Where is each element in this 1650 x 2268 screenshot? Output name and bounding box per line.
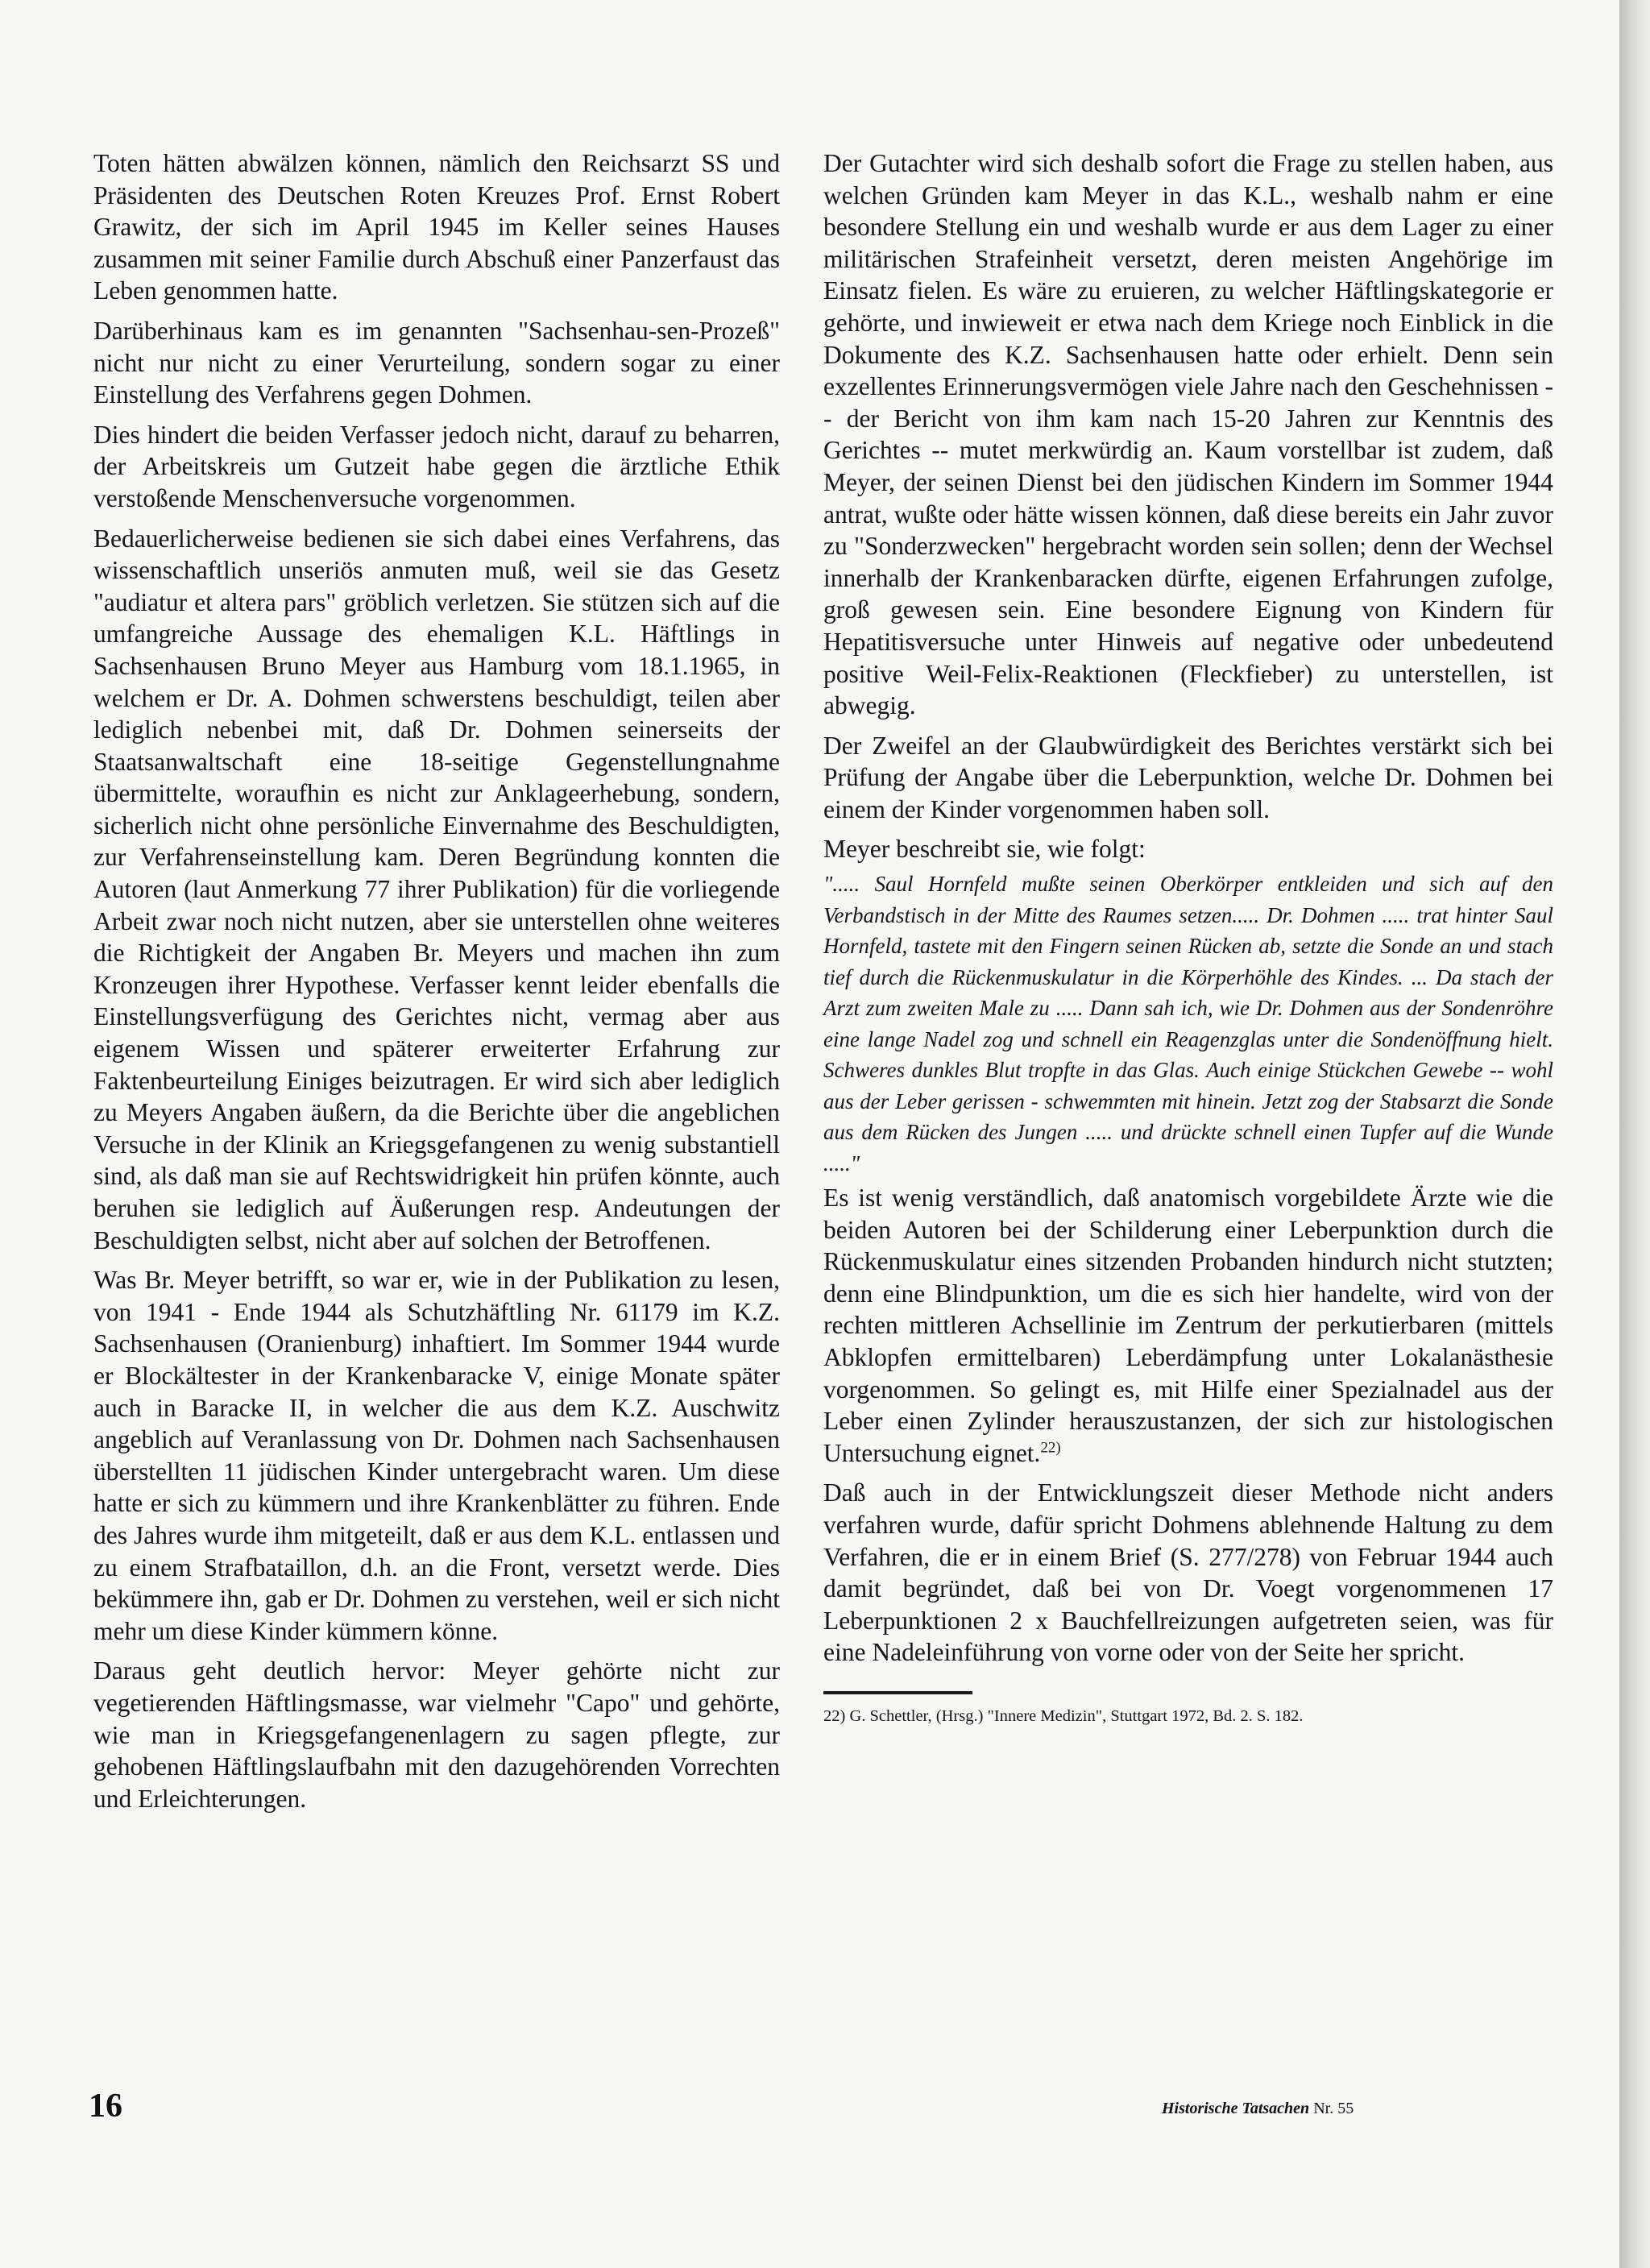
left-paragraph: Daraus geht deutlich hervor: Meyer gehörte nicht zur vegetierenden Häftlingsmasse, war vielmehr "Capo" und gehörte, wie man in Kriegsgefangenenlagern zu sagen pflegte, zur gehobenen Häftlingslaufbahn mit den dazugehörenden Vorrechten und Erleichterungen. — [93, 1656, 780, 1813]
footnote-reference: 22) — [1040, 1439, 1061, 1457]
left-paragraph: Darüberhinaus kam es im genannten "Sachsenhau-sen-Prozeß" nicht nur nicht zu einer Verurteilung, sondern sogar zu einer Einstellung des Verfahrens gegen Dohmen. — [93, 316, 780, 409]
issue-number: Nr. 55 — [1313, 2100, 1354, 2117]
left-paragraph: Bedauerlicherweise bedienen sie sich dabei eines Verfahrens, das wissenschaftlich unseriös anmuten muß, weil sie das Gesetz "audiatur et altera pars" gröblich verletzen. Sie stützen sich auf die umfangreiche Aussage des ehemaligen K.L. Häftlings in Sachsenhausen Bruno Meyer aus Hamburg vom 18.1.1965, in welchem er Dr. A. Dohmen schwerstens beschuldigt, teilen aber lediglich nebenbei mit, daß Dr. Dohmen seinerseits der Staatsanwaltschaft eine 18-seitige Gegenstellungnahme übermittelte, woraufhin es nicht zur Anklageerhebung, sondern, sicherlich nicht ohne persönliche Einvernahme des Beschuldigten, zur Verfahrenseinstellung kam. Deren Begründung konnten die Autoren (laut Anmerkung 77 ihrer Publikation) für die vorliegende Arbeit zwar noch nicht nutzen, aber sie unterstellen ohne weiteres die Richtigkeit der Angaben Br. Meyers und machen ihn zum Kronzeugen ihrer Hypothese. Verfasser kennt leider ebenfalls die Einstellungsverfügung des Gerichtes nicht, vermag aber aus eigenem Wissen und späterer erweiterter Erfahrung zur Faktenbeurteilung Einiges beizutragen. Er wird sich aber lediglich zu Meyers Angaben äußern, da die Berichte über die angeblichen Versuche in der Klinik an Kriegsgefangenen zu wenig substantiell sind, als daß man sie auf Rechtswidrigkeit hin prüfen könnte, auch beruhen sie lediglich auf Äußerungen resp. Andeutungen der Beschuldigten selbst, nicht aber auf solchen der Betroffenen. — [93, 524, 780, 1254]
page-edge-shadow — [1619, 0, 1650, 2268]
witness-quote: "..... Saul Hornfeld mußte seinen Oberkörper entkleiden und sich auf den Verbandstisch in der Mitte des Raumes setzen..... Dr. Dohmen ..... trat hinter Saul Hornfeld, tastete mit den Fingern seinen Rücken ab, setzte die Sonde an und stach tief durch die Rückenmuskulatur in die Körperhöhle des Kindes. ... Da stach der Arzt zum zweiten Male zu ..... Dann sah ich, wie Dr. Dohmen aus der Sondenröhre eine lange Nadel zog und schnell ein Reagenzglas unter die Sondenöffnung hielt. Schweres dunkles Blut tropfte in das Glas. Auch einige Stückchen Gewebe -- wohl aus der Leber gerissen - schwemmten mit hinein. Jetzt zog der Stabsarzt die Sonde aus dem Rücken des Jungen ..... und drückte schnell einen Tupfer auf die Wunde ....." — [823, 872, 1553, 1175]
right-paragraph: Meyer beschreibt sie, wie folgt: — [823, 835, 1146, 864]
footnote: 22) G. Schettler, (Hrsg.) "Innere Medizin", Stuttgart 1972, Bd. 2. S. 182. — [823, 1706, 1304, 1725]
page-number: 16 — [89, 2088, 122, 2125]
right-paragraph: Der Zweifel an der Glaubwürdigkeit des Berichtes verstärkt sich bei Prüfung der Angabe über die Leberpunktion, welche Dr. Dohmen bei einem der Kinder vorgenommen haben soll. — [823, 731, 1553, 823]
right-paragraph: Daß auch in der Entwicklungszeit dieser Methode nicht anders verfahren wurde, dafür spricht Dohmens ablehnende Haltung zu dem Verfahren, die er in einem Brief (S. 277/278) von Februar 1944 auch damit begründet, daß bei von Dr. Voegt vorgenommenen 17 Leberpunktionen 2 x Bauchfellreizungen aufgetreten seien, was für eine Nadeleinführung von vorne oder von der Seite her spricht. — [823, 1478, 1553, 1667]
right-paragraph: Der Gutachter wird sich deshalb sofort die Frage zu stellen haben, aus welchen Gründen kam Meyer in das K.L., weshalb nahm er eine besondere Stellung ein und weshalb wurde er aus dem Lager zu einer militärischen Strafeinheit versetzt, deren meisten Angehörige im Einsatz fielen. Es wäre zu eruieren, zu welcher Häftlingskategorie er gehörte, und inwieweit er etwa nach dem Kriege noch Einblick in die Dokumente des K.Z. Sachsenhausen hatte oder erhielt. Denn sein exzellentes Erinnerungsvermögen viele Jahre nach den Geschehnissen -- der Bericht von ihm kam nach 15-20 Jahren zur Kenntnis des Gerichtes -- mutet merkwürdig an. Kaum vorstellbar ist zudem, daß Meyer, der seinen Dienst bei den jüdischen Kindern im Sommer 1944 antrat, wußte oder hätte wissen können, daß diese bereits ein Jahr zuvor zu "Sonderzwecken" hergebracht worden sein sollen; denn der Wechsel innerhalb der Krankenbaracken dürfte, eigenen Erfahrungen zufolge, groß gewesen sein. Eine besondere Eignung von Kindern für Hepatitisversuche unter Hinweis auf negative oder unbedeutend positive Weil-Felix-Reaktionen (Fleckfieber) zu unterstellen, ist abwegig. — [823, 149, 1553, 720]
left-paragraph: Dies hindert die beiden Verfasser jedoch nicht, darauf zu beharren, der Arbeitskreis um Gutzeit habe gegen die ärztliche Ethik verstoßende Menschenversuche vorgenommen. — [93, 420, 780, 512]
footnote-divider — [823, 1691, 972, 1694]
right-paragraph — [823, 1182, 1553, 1469]
right-column — [823, 147, 1553, 1735]
journal-footer — [1162, 2100, 1354, 2118]
left-paragraph: Toten hätten abwälzen können, nämlich den Reichsarzt SS und Präsidenten des Deutschen Roten Kreuzes Prof. Ernst Robert Grawitz, der sich im April 1945 im Keller seines Hauses zusammen mit seiner Familie durch Abschuß einer Panzerfaust das Leben genommen hatte. — [93, 149, 780, 305]
left-column — [93, 147, 780, 1822]
journal-name: Historische Tatsachen — [1162, 2100, 1310, 2117]
right-paragraph-text: Es ist wenig verständlich, daß anatomisch vorgebildete Ärzte wie die beiden Autoren bei der Schilderung einer Leberpunktion durch die Rückenmuskulatur eines sitzenden Probanden hindurch nicht stutzten; denn eine Blindpunktion, um die es sich hier handelte, wird von der rechten mittleren Achsellinie im Zentrum der perkutierbaren (mittels Abklopfen ermittelbaren) Leberdämpfung unter Lokalanästhesie vorgenommen. So gelingt es, mit Hilfe einer Spezialnadel aus der Leber einen Zylinder herauszustanzen, der sich zur histologischen Untersuchung eignet. — [823, 1184, 1553, 1467]
left-paragraph: Was Br. Meyer betrifft, so war er, wie in der Publikation zu lesen, von 1941 - Ende 1944 als Schutzhäftling Nr. 61179 im K.Z. Sachsenhausen (Oranienburg) inhaftiert. Im Sommer 1944 wurde er Blockältester in der Krankenbaracke V, einige Monate später auch in Baracke II, in welcher die aus dem K.Z. Auschwitz angeblich auf Veranlassung von Dr. Dohmen nach Sachsenhausen überstellten 11 jüdischen Kinder untergebracht waren. Um diese hatte er sich zu kümmern und ihre Krankenblätter zu führen. Ende des Jahres wurde ihm mitgeteilt, daß er aus dem K.L. entlassen und zu einem Strafbataillon, d.h. an die Front, versetzt werde. Dies bekümmere ihn, gab er Dr. Dohmen zu verstehen, weil er sich nicht mehr um diese Kinder kümmern könne. — [93, 1266, 780, 1645]
